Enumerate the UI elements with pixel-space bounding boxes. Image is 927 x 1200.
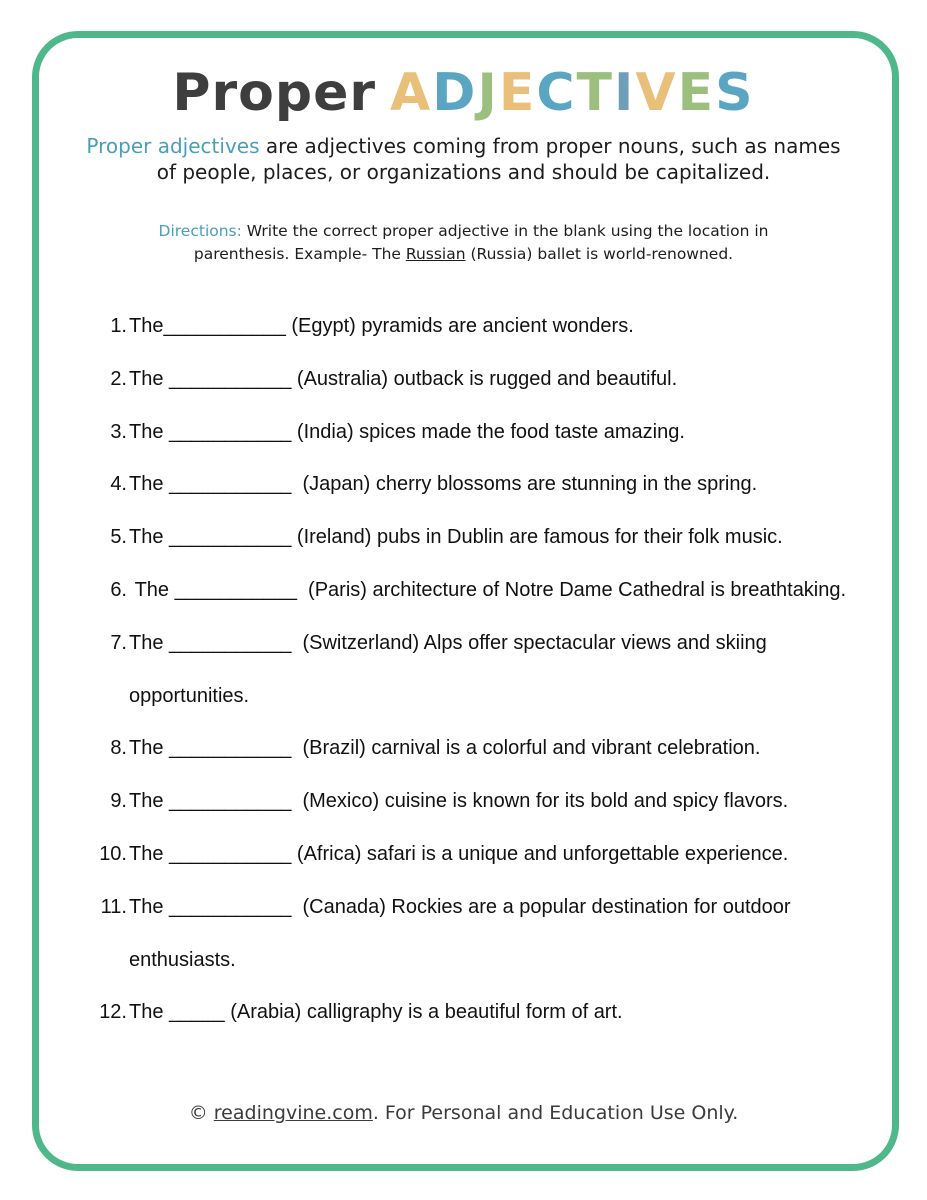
exercise-sentence: The ___________ (Paris) architecture of Notre Dame Cathedral is breathtaking. <box>129 578 847 601</box>
intro-text: are adjectives coming from proper nouns, such as names of people, places, or organizations and should be capitalized. <box>156 134 841 184</box>
exercise-item <box>96 775 856 828</box>
intro-paragraph <box>80 133 847 185</box>
exercise-sentence: The___________ (Egypt) pyramids are ancient wonders. <box>129 315 634 337</box>
exercise-item <box>96 406 856 459</box>
directions-text-after: (Russia) ballet is world-renowned. <box>465 245 734 263</box>
title-letter: I <box>614 63 636 123</box>
exercise-sentence: The ___________ (India) spices made the food taste amazing. <box>129 420 685 443</box>
exercise-item <box>96 722 856 775</box>
directions-label: Directions: <box>158 222 242 240</box>
exercise-number: 12. <box>99 1001 127 1024</box>
exercise-number: 9. <box>110 790 127 813</box>
directions <box>110 220 817 266</box>
footer-text: . For Personal and Education Use Only. <box>372 1102 739 1124</box>
intro-term: Proper adjectives <box>86 134 260 158</box>
exercise-sentence: The _____ (Arabia) calligraphy is a beautiful form of art. <box>129 1001 623 1024</box>
exercise-item <box>96 511 856 564</box>
title-letter: C <box>536 63 577 123</box>
exercise-item <box>96 617 856 723</box>
exercise-item <box>96 564 856 617</box>
exercise-item <box>96 986 856 1039</box>
exercise-sentence: The ___________ (Australia) outback is rugged and beautiful. <box>129 367 678 390</box>
exercise-number: 6. <box>110 578 127 601</box>
exercise-number: 2. <box>110 367 127 390</box>
title-letter: V <box>635 63 678 123</box>
footer <box>0 1102 927 1124</box>
exercise-number: 1. <box>110 315 127 337</box>
exercise-sentence: The ___________ (Switzerland) Alps offer spectacular views and skiing opportunities. <box>129 631 773 707</box>
title-letter: S <box>715 63 755 123</box>
exercise-list <box>96 300 856 1039</box>
title-word-adjectives <box>390 63 755 123</box>
worksheet-title <box>0 58 927 128</box>
exercise-sentence: The ___________ (Mexico) cuisine is known for its bold and spicy flavors. <box>129 790 789 813</box>
exercise-item <box>96 828 856 881</box>
directions-example-word: Russian <box>405 245 466 263</box>
exercise-number: 5. <box>110 526 127 549</box>
exercise-item <box>96 300 856 353</box>
exercise-number: 7. <box>110 631 127 654</box>
exercise-sentence: The ___________ (Ireland) pubs in Dublin are famous for their folk music. <box>129 526 783 549</box>
title-letter: T <box>576 63 614 123</box>
title-letter: A <box>390 63 433 123</box>
title-letter: E <box>498 63 537 123</box>
exercise-sentence: The ___________ (Japan) cherry blossoms are stunning in the spring. <box>129 473 758 496</box>
title-letter: D <box>432 63 478 123</box>
title-letter: J <box>477 63 499 123</box>
exercise-number: 8. <box>110 737 127 760</box>
title-word-proper: Proper <box>172 63 377 123</box>
footer-link[interactable]: readingvine.com <box>213 1102 373 1124</box>
exercise-number: 4. <box>110 473 127 496</box>
exercise-item <box>96 353 856 406</box>
directions-text: Write the correct proper adjective in the blank using the location in parenthesis. Example- The <box>193 222 769 263</box>
exercise-number: 3. <box>110 420 127 443</box>
exercise-sentence: The ___________ (Brazil) carnival is a colorful and vibrant celebration. <box>129 737 761 760</box>
exercise-number: 11. <box>100 895 127 918</box>
exercise-number: 10. <box>99 842 127 865</box>
title-letter: E <box>677 63 716 123</box>
exercise-item <box>96 458 856 511</box>
exercise-item <box>96 881 856 987</box>
exercise-sentence: The ___________ (Canada) Rockies are a popular destination for outdoor enthusiasts. <box>129 895 797 971</box>
footer-copyright: © <box>188 1102 214 1124</box>
exercise-sentence: The ___________ (Africa) safari is a unique and unforgettable experience. <box>129 842 789 865</box>
